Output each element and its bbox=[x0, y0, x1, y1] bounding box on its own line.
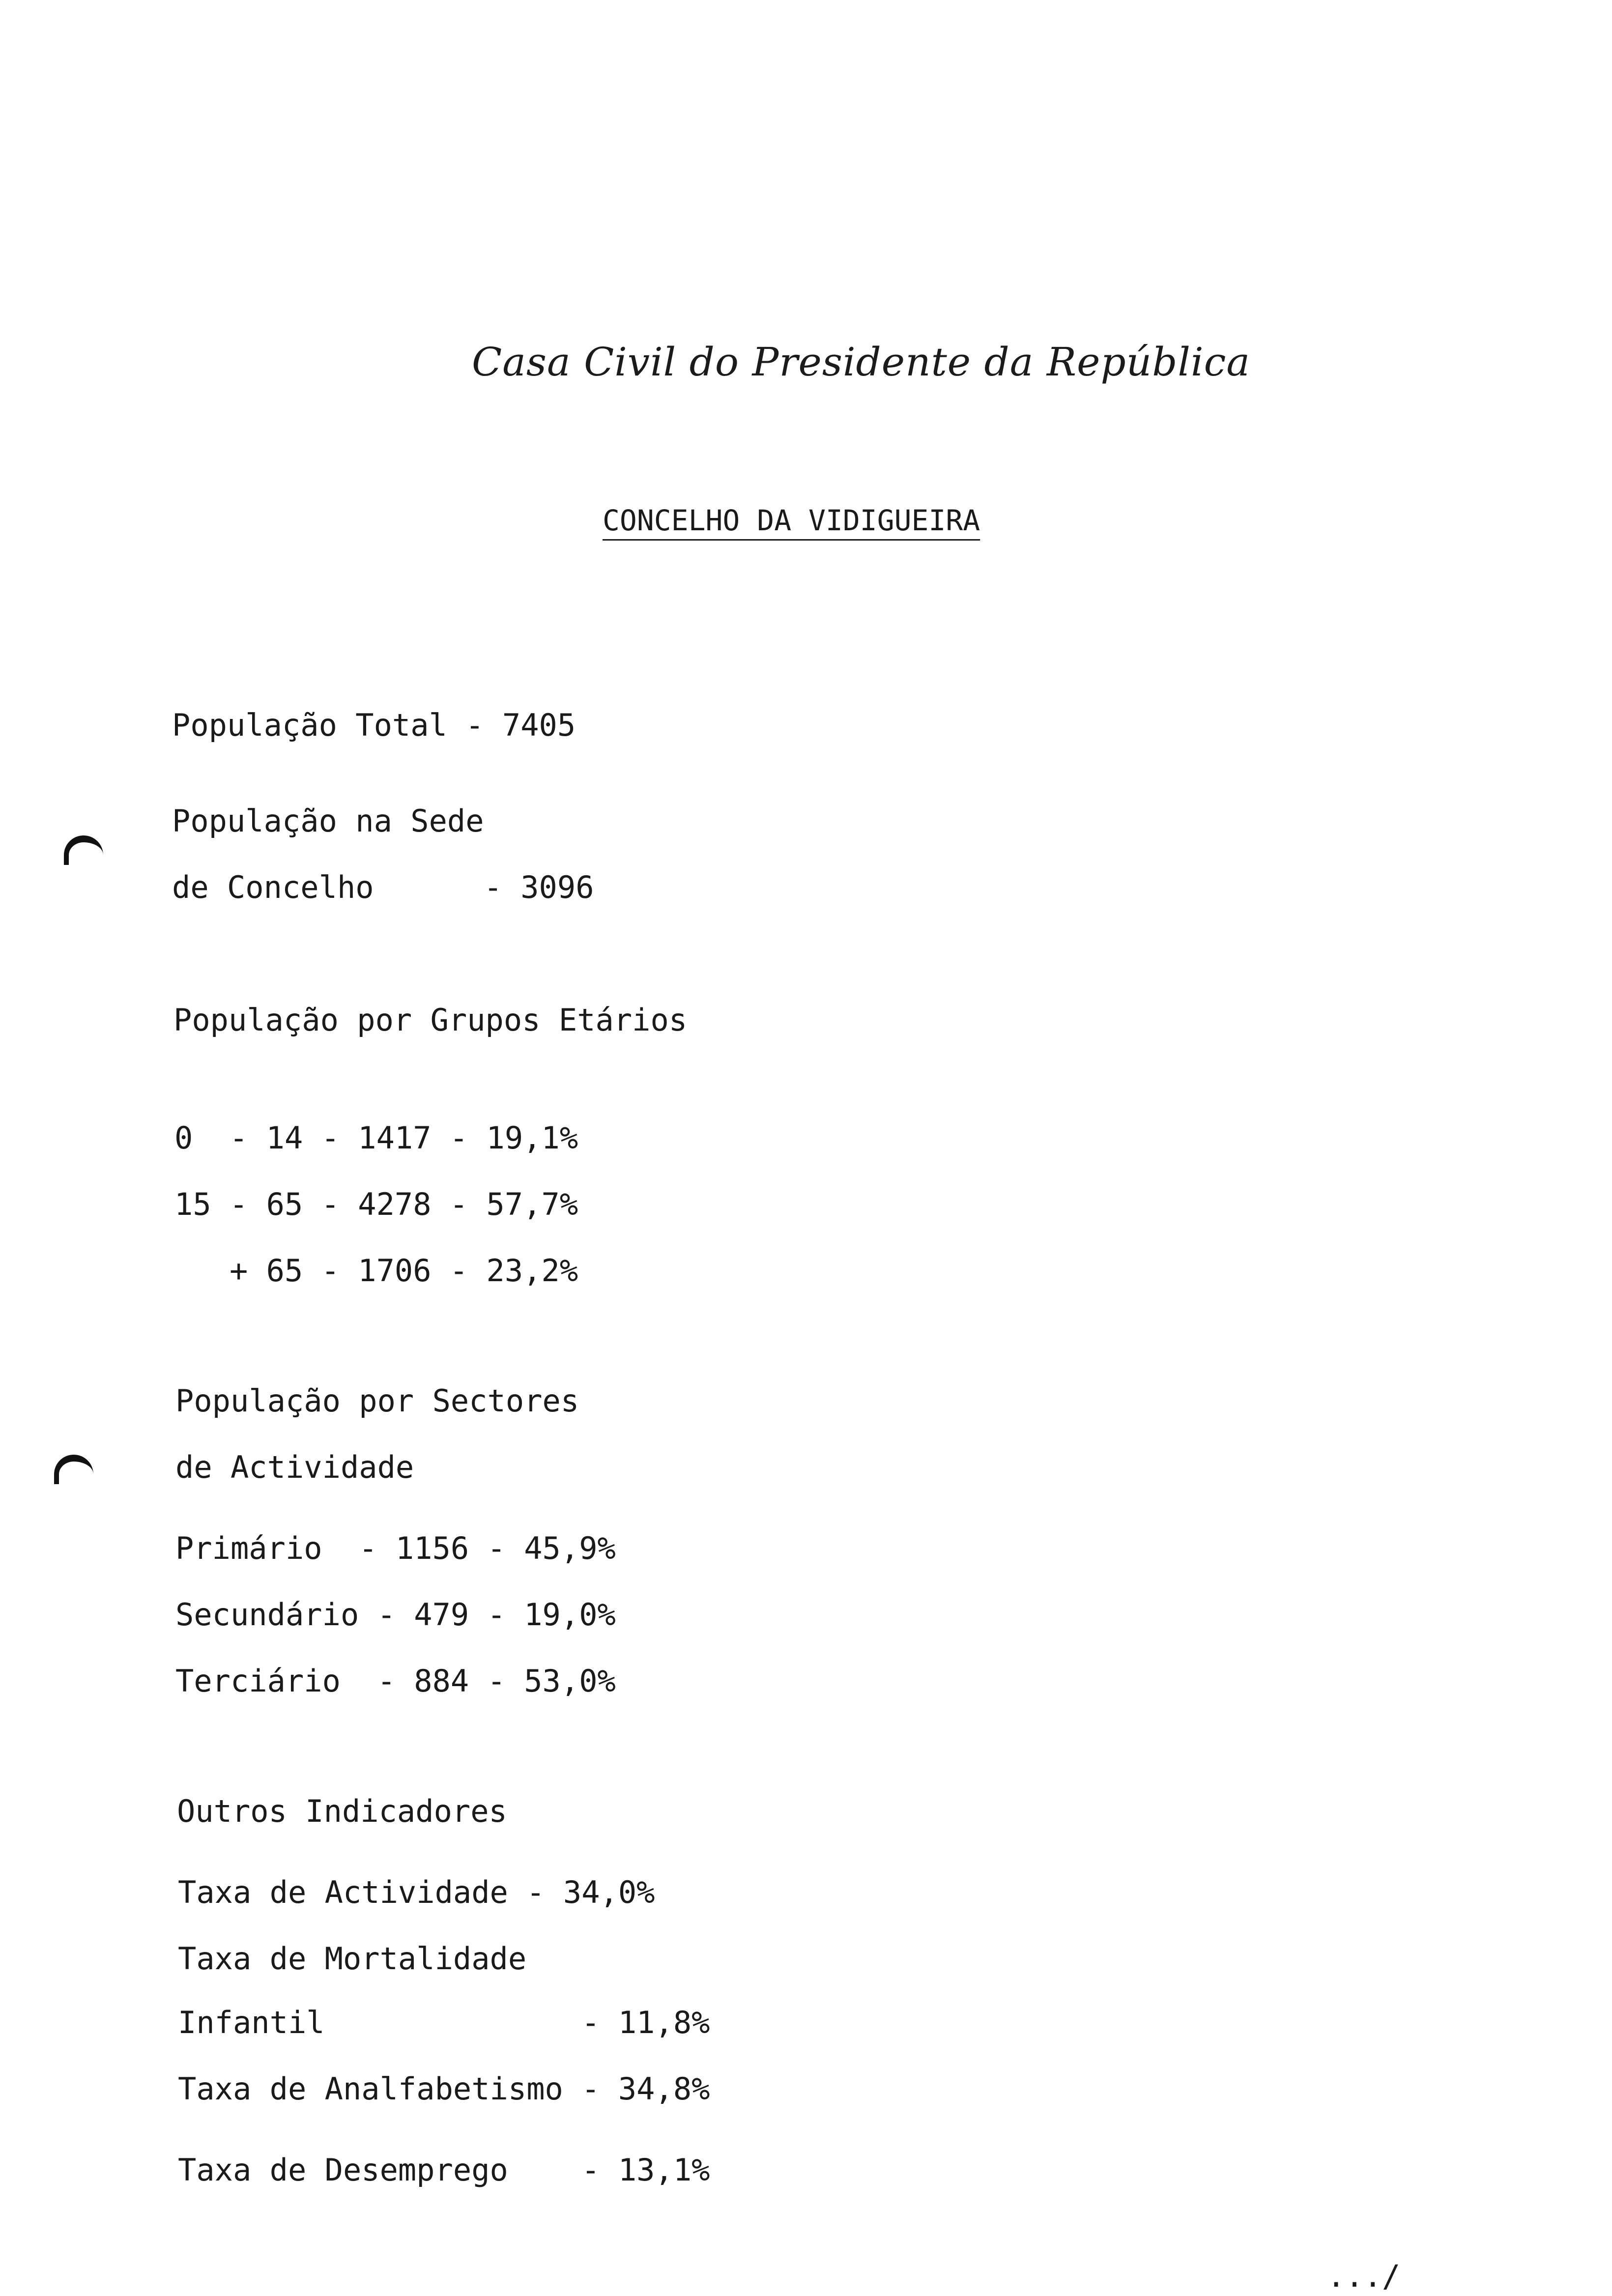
age-group-row: 0 - 14 - 1417 - 19,1% bbox=[174, 1120, 578, 1156]
population-total: População Total - 7405 bbox=[172, 707, 576, 743]
punch-hole-mark bbox=[54, 1455, 93, 1484]
letterhead: Casa Civil do Presidente da República bbox=[472, 339, 1251, 385]
sector-row: Primário - 1156 - 45,9% bbox=[175, 1530, 616, 1566]
indicator-row: Taxa de Desemprego - 13,1% bbox=[178, 2152, 710, 2188]
sectors-heading: População por Sectores bbox=[175, 1383, 579, 1419]
continuation-mark: .../ bbox=[1327, 2258, 1401, 2294]
document-title: CONCELHO DA VIDIGUEIRA bbox=[603, 504, 980, 537]
continuation-dots: ... bbox=[1327, 2258, 1382, 2294]
punch-hole-mark bbox=[64, 835, 103, 865]
population-seat-value: de Concelho - 3096 bbox=[172, 869, 594, 905]
age-groups-heading: População por Grupos Etários bbox=[173, 1002, 688, 1038]
indicator-row: Taxa de Mortalidade bbox=[178, 1941, 527, 1977]
sectors-heading-continued: de Actividade bbox=[175, 1449, 414, 1485]
sector-row: Terciário - 884 - 53,0% bbox=[175, 1663, 616, 1699]
other-indicators-heading: Outros Indicadores bbox=[177, 1793, 507, 1829]
indicator-row: Taxa de Analfabetismo - 34,8% bbox=[178, 2071, 710, 2107]
age-group-row: + 65 - 1706 - 23,2% bbox=[174, 1253, 578, 1289]
indicator-row: Taxa de Actividade - 34,0% bbox=[178, 1874, 655, 1910]
population-seat-label: População na Sede bbox=[172, 803, 484, 839]
age-group-row: 15 - 65 - 4278 - 57,7% bbox=[174, 1186, 578, 1222]
sector-row: Secundário - 479 - 19,0% bbox=[175, 1597, 616, 1633]
indicator-row: Infantil - 11,8% bbox=[178, 2005, 710, 2040]
